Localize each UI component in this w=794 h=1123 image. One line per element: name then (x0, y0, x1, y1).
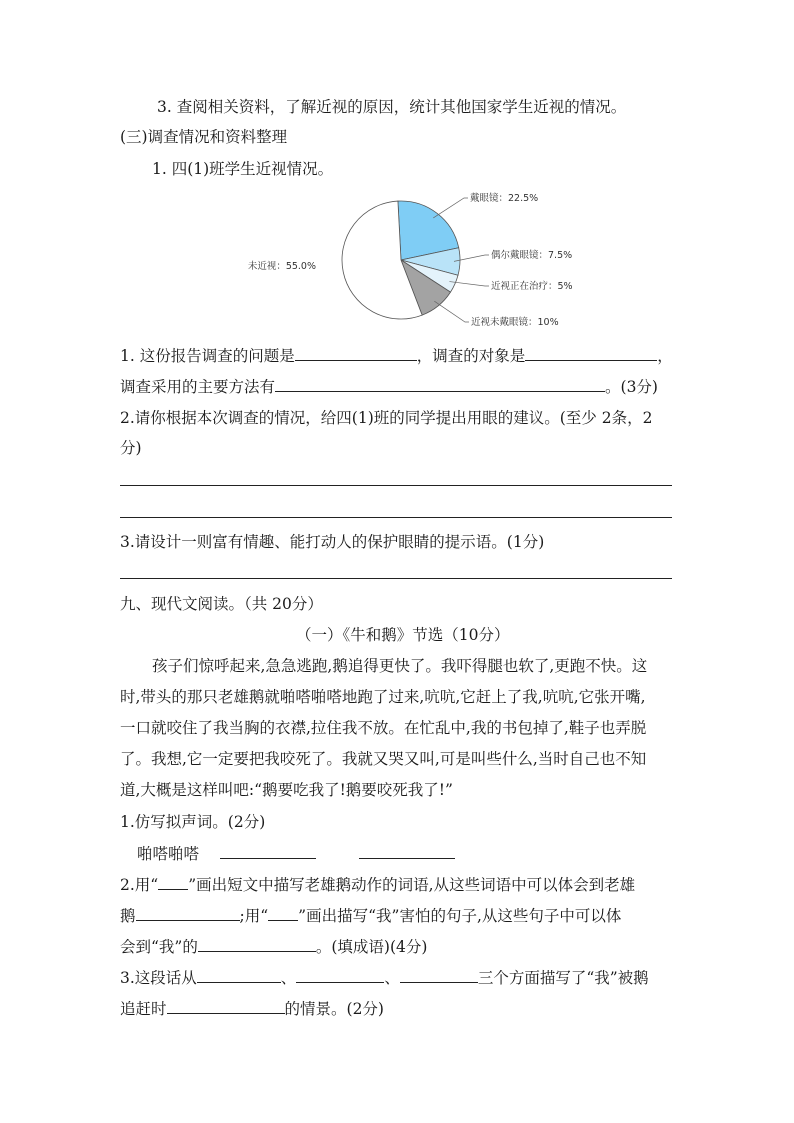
q1-blank-method[interactable] (275, 376, 605, 392)
label-wear-glasses: 戴眼镜：22.5% (470, 193, 539, 204)
myopia-pie-chart (236, 188, 596, 338)
question-2-line2: 分) (120, 439, 142, 457)
answer-line-3[interactable] (120, 578, 672, 579)
reading-q2-line1 (120, 874, 635, 895)
q2-blank-goose[interactable] (136, 905, 240, 921)
q3-blank-2[interactable] (296, 967, 384, 983)
question-2-line1: 2.请你根据本次调查的情况，给四(1)班的同学提出用眼的建议。(至少 2条，2 (120, 409, 653, 427)
reading-q1-example (137, 843, 455, 864)
question-3: 3.请设计一则富有情趣、能打动人的保护眼睛的提示语。(1分) (120, 533, 545, 551)
q3-text-d: 三个方面描写了“我”被鹅 (477, 969, 649, 987)
label-no-glasses: 近视未戴眼镜：10% (471, 317, 559, 328)
label-in-treatment: 近视正在治疗：5% (491, 281, 573, 292)
passage-line-4: 了。我想,它一定要把我咬死了。我就又哭又叫,可是叫些什么,当时自己也不知 (120, 750, 647, 768)
q2-text-g: 。(填成语)(4分) (315, 938, 428, 956)
q2-text-e: ”画出描写“我”害怕的句子,从这些句子中可以体 (298, 907, 622, 925)
q1-blank-subject[interactable] (525, 345, 657, 361)
q2-text-d: ;用“ (239, 907, 269, 925)
leader-line (433, 198, 468, 218)
reading-q3-line2 (120, 998, 384, 1019)
passage-line-2: 时,带头的那只老雄鹅就啪嗒啪嗒地跑了过来,吭吭,它赶上了我,吭吭,它张开嘴, (120, 688, 646, 706)
leader-line (434, 301, 469, 322)
q2-text-a: 2.用“ (120, 876, 159, 894)
q1-text-b: ，调查的对象是 (416, 347, 526, 365)
onomatopoeia-blank-2[interactable] (359, 843, 455, 859)
reading-q2-line3 (120, 936, 427, 957)
q3-blank-1[interactable] (197, 967, 281, 983)
q2-blank-idiom[interactable] (198, 936, 316, 952)
question-1-line1 (120, 345, 673, 366)
section-9-title: 九、现代文阅读。（共 20分） (120, 595, 323, 613)
question-1-line2 (120, 376, 658, 397)
label-occasional-glasses: 偶尔戴眼镜：7.5% (491, 250, 573, 261)
intro-item3: 3. 查阅相关资料，了解近视的原因，统计其他国家学生近视的情况。 (157, 98, 627, 116)
reading-q3-line1 (120, 967, 649, 988)
q1-text-c: ， (657, 347, 673, 365)
answer-line-1[interactable] (120, 485, 672, 486)
answer-line-2[interactable] (120, 517, 672, 518)
q2-text-b: ”画出短文中描写老雄鹅动作的词语,从这些词语中可以体会到老雄 (188, 876, 636, 894)
passage-line-5: 道,大概是这样叫吧:“鹅要吃我了!鹅要咬死我了!” (120, 781, 453, 799)
q2-mark-blank-1 (158, 874, 188, 890)
q2-mark-blank-2 (268, 905, 298, 921)
q3-text-a: 3.这段话从 (120, 969, 197, 987)
q3-text-f: 的情景。(2分) (284, 1000, 384, 1018)
q2-text-c: 鹅 (120, 907, 136, 925)
q3-blank-3[interactable] (400, 967, 478, 983)
q3-text-c: 、 (384, 969, 400, 987)
example-onomatopoeia: 啪嗒啪嗒 (137, 845, 200, 863)
q1-blank-problem[interactable] (295, 345, 417, 361)
q3-blank-4[interactable] (167, 998, 285, 1014)
q3-text-e: 追赶时 (120, 1000, 167, 1018)
passage-line-3: 一口就咬住了我当胸的衣襟,拉住我不放。在忙乱中,我的书包掉了,鞋子也弄脱 (120, 719, 647, 737)
q3-text-b: 、 (280, 969, 297, 987)
subheading-myopia: 1. 四(1)班学生近视情况。 (152, 160, 334, 178)
q1-text-e: 。(3分) (605, 378, 658, 396)
passage-subtitle: （一）《牛和鹅》节选（10分） (296, 626, 510, 644)
reading-q1: 1.仿写拟声词。(2分) (120, 813, 266, 831)
section-heading: (三)调查情况和资料整理 (120, 128, 288, 146)
label-not-myopic: 未近视：55.0% (247, 261, 316, 272)
q1-text-d: 调查采用的主要方法有 (120, 378, 276, 396)
pie-slices (342, 201, 460, 319)
q1-text-a: 1. 这份报告调查的问题是 (120, 347, 295, 365)
onomatopoeia-blank-1[interactable] (220, 843, 316, 859)
q2-text-f: 会到“我”的 (120, 938, 198, 956)
reading-q2-line2 (120, 905, 621, 926)
passage-line-1: 孩子们惊呼起来,急急逃跑,鹅追得更快了。我吓得腿也软了,更跑不快。这 (152, 657, 648, 675)
